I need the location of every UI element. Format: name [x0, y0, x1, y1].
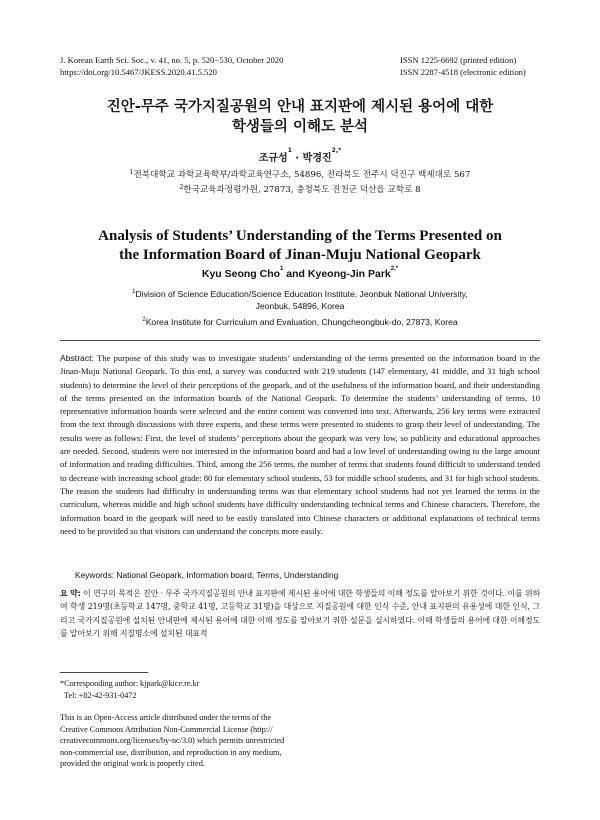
english-author-1-sup: 1 — [280, 266, 284, 272]
license-line-1: This is an Open-Access article distributed under the terms of the — [60, 713, 271, 722]
license-line-3: creativecommons.org/licenses/by-nc/3.0) which permits unrestricted — [60, 736, 285, 746]
korean-aff1-text: 전북대학교 과학교육학부/과학교육연구소, 54896, 전라북도 전주시 덕진구 백제대로 567 — [133, 170, 471, 180]
english-author-2-sup: 2,* — [390, 266, 399, 272]
issn-print: ISSN 1225-6692 (printed edition) — [400, 55, 517, 65]
doi-link[interactable]: https://doi.org/10.5467/JKESS.2020.41.5.520 — [60, 67, 217, 77]
author-separator: · — [291, 153, 303, 164]
korean-authors — [40, 149, 560, 164]
english-title-line2: the Information Board of Jinan-Muju National Geopark — [119, 247, 481, 263]
english-author-2: Kyeong-Jin Park — [307, 268, 391, 280]
english-title-line1: Analysis of Students’ Understanding of the Terms Presented on — [98, 228, 502, 244]
korean-author-2-sup: 2,* — [331, 147, 342, 154]
issn-electronic: ISSN 2287-4518 (electronic edition) — [400, 67, 526, 77]
english-affiliation-1 — [60, 288, 540, 312]
korean-affiliation-1 — [40, 169, 560, 181]
korean-aff2-sup: 2 — [179, 184, 184, 191]
english-aff2-text: Korea Institute for Curriculum and Evaluation, Chungcheongbuk-do, 27873, Korea — [145, 317, 458, 327]
english-affiliation-2 — [60, 316, 540, 328]
korean-title — [40, 97, 560, 137]
korean-title-line2: 학생들의 이해도 분석 — [231, 119, 369, 135]
english-aff1-line2: Jeonbuk, 54896, Korea — [255, 301, 345, 311]
korean-author-1-sup: 1 — [287, 147, 292, 154]
korean-aff1-sup: 1 — [129, 169, 134, 176]
license-line-2: Creative Commons Attribution Non-Commercial License (http:// — [60, 724, 273, 734]
abstract-text: The purpose of this study was to investigate students’ understanding of the terms presented on the information board in the Jinan-Muju National Geopark. To this end, a survey was conducted with 219 students (147 elementary, 41 middle, and 31 high school students) to determine the level of their perceptions of the geopark, and of the usefulness of the information board, and their understanding of the terms presented on the information boards of the National Geopark. To determine the students’ understanding of terms, 10 representative information boards were selected and the entire content was converted into text. Afterwards, 256 key terms were extracted from the text through discussions with three experts, and these terms were presented to students to grasp their level of understanding. The results were as follows: First, the level of students’ perceptions about the geopark was very low, so publicity and educational approaches are needed. Second, students were not interested in the information board and had a low level of understanding owing to the large amount of information and reading difficulties. Third, among the 256 terms, the number of terms that students found difficult to understand tended to decrease with increasing school grade: 80 for elementary school students, 53 for middle school students, and 31 for high school students. The reason the students had difficulty in understanding terms was that elementary school students had not yet learned the terms in the curriculum, whereas middle and high school students have difficulty understanding technical terms and Chinese characters. Therefore, the information board in the geopark will need to be easily translated into Chinese characters or additional explanations of technical terms need to be provided so that visitors can understand the concepts more easily. — [60, 353, 540, 536]
license-line-4: non-commercial use, distribution, and reproduction in any medium, — [60, 747, 282, 757]
journal-citation: J. Korean Earth Sci. Soc., v. 41, no. 5, p. 520−530, October 2020 — [60, 55, 284, 65]
footnote-divider — [60, 672, 148, 673]
korean-author-2: 박경진 — [302, 153, 332, 164]
keywords-text: National Geopark, Information board, Terms, Understanding — [114, 570, 339, 580]
journal-header — [60, 54, 283, 78]
english-author-1: Kyu Seong Cho — [201, 268, 281, 280]
corresponding-author: *Corresponding author: kjpark@kice.re.kr — [60, 679, 200, 688]
korean-title-line1: 진안-무주 국가지질공원의 안내 표지판에 제시된 용어에 대한 — [106, 99, 494, 115]
english-authors — [40, 268, 560, 280]
keywords — [75, 570, 540, 580]
issn-block — [400, 54, 526, 78]
telephone: Tel: +82-42-931-0472 — [64, 690, 137, 700]
korean-abstract-text: 이 연구의 목적은 진안 · 무주 국가지질공원의 안내 표지판에 제시된 용어에 대한 학생들의 이해 정도를 알아보기 위한 것이다. 이를 위하여 학생 219명(초등학교 147명, 중학교 41명, 고등학교 31명)을 대상으로 지질공원에 대한 인식 수준, 안내 표지판의 유용성에 대한 인식, 그리고 국가지질공원에 설치된 안내판에 제시된 용어에 대한 이해 정도를 알아보기 위한 설문을 실시하였다. 이때 학생들의 용어에 대한 이해정도를 알아보기 위해 지질명소에 설치된 대표적 — [60, 589, 540, 638]
korean-abstract-label: 요 약: — [60, 589, 81, 598]
english-aff2-sup: 2 — [142, 317, 146, 323]
english-title — [40, 227, 560, 265]
korean-abstract — [60, 587, 540, 640]
english-aff1-sup: 1 — [132, 289, 136, 295]
korean-aff2-text: 한국교육과정평가원, 27873, 충청북도 진천군 덕산읍 교학로 8 — [183, 185, 421, 195]
author-and: and — [283, 268, 308, 280]
footnote — [60, 678, 320, 701]
license-line-5: provided the original work is properly cited. — [60, 759, 205, 769]
korean-affiliation-2 — [40, 184, 560, 196]
license-notice — [60, 712, 300, 770]
english-abstract — [60, 352, 540, 538]
english-aff1-line1: Division of Science Education/Science Education Institute, Jeonbuk National University, — [135, 289, 468, 299]
abstract-label: Abstract: — [60, 353, 94, 363]
keywords-label: Keywords: — [75, 570, 115, 580]
korean-author-1: 조규성 — [258, 153, 288, 164]
section-divider — [60, 340, 540, 341]
